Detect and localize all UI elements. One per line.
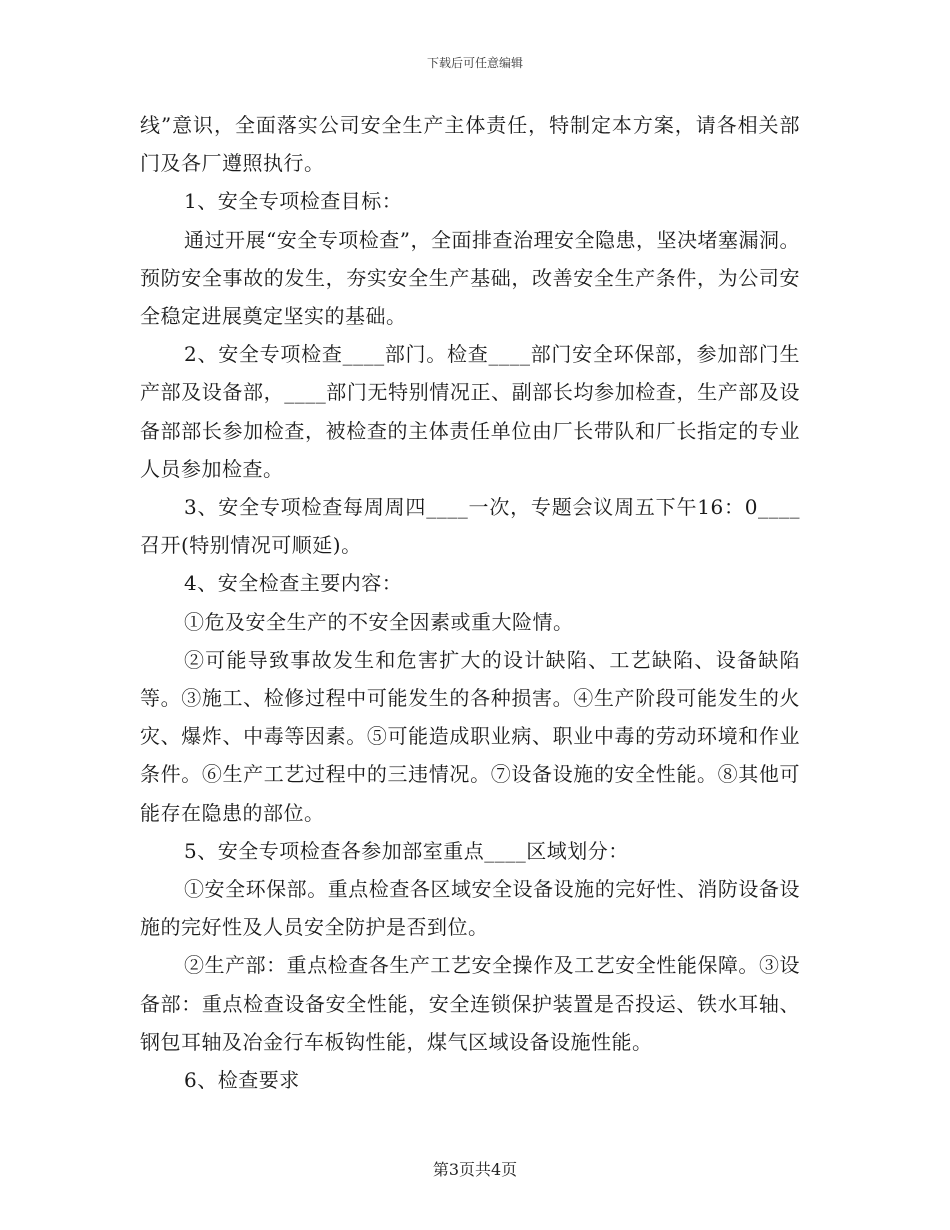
list-item-area-safety-dept: ①安全环保部。重点检查各区域安全设备设施的完好性、消防设备设施的完好性及人员安全防护是否到位。 (140, 877, 800, 940)
list-item-area-production-equipment: ②生产部：重点检查各生产工艺安全操作及工艺安全性能保障。③设备部：重点检查设备安全性能，安全连锁保护装置是否投运、铁水耳轴、钢包耳轴及冶金行车板钩性能，煤气区域设备设施性能。 (140, 953, 800, 1054)
paragraph-intro-continued: 线”意识，全面落实公司安全生产主体责任，特制定本方案，请各相关部门及各厂遵照执行。 (140, 113, 800, 176)
heading-inspection-content: 4、安全检查主要内容： (184, 571, 403, 596)
paragraph-inspection-goal: 通过开展“安全专项检查”，全面排查治理安全隐患，坚决堵塞漏洞。预防安全事故的发生，夯实安全生产基础，改善安全生产条件，为公司安全稳定进展奠定坚实的基础。 (140, 227, 800, 329)
heading-area-division: 5、安全专项检查各参加部室重点____区域划分： (184, 838, 629, 863)
list-item-content-1: ①危及安全生产的不安全因素或重大险情。 (184, 609, 574, 634)
page-header-note: 下载后可任意编辑 (426, 56, 523, 70)
paragraph-inspection-departments: 2、安全专项检查____部门。检查____部门安全环保部，参加部门生产部及设备部，____部门无特别情况正、副部长均参加检查，生产部及设备部部长参加检查，被检查的主体责任单位由厂长带队和厂长指定的专业人员参加检查。 (140, 342, 800, 481)
paragraph-inspection-schedule: 3、安全专项检查每周周四____一次，专题会议周五下午16：0____召开(特别情况可顺延)。 (140, 495, 800, 558)
list-item-content-2-8: ②可能导致事故发生和危害扩大的设计缺陷、工艺缺陷、设备缺陷等。③施工、检修过程中可能发生的各种损害。④生产阶段可能发生的火灾、爆炸、中毒等因素。⑤可能造成职业病、职业中毒的劳动环境和作业条件。⑥生产工艺过程中的三违情况。⑦设备设施的安全性能。⑧其他可能存在隐患的部位。 (140, 647, 800, 825)
heading-inspection-goal: 1、安全专项检查目标： (184, 189, 403, 214)
document-body (140, 106, 800, 1099)
heading-inspection-requirements: 6、检查要求 (184, 1068, 300, 1093)
page-number-indicator: 第3页共4页 (432, 1160, 518, 1179)
